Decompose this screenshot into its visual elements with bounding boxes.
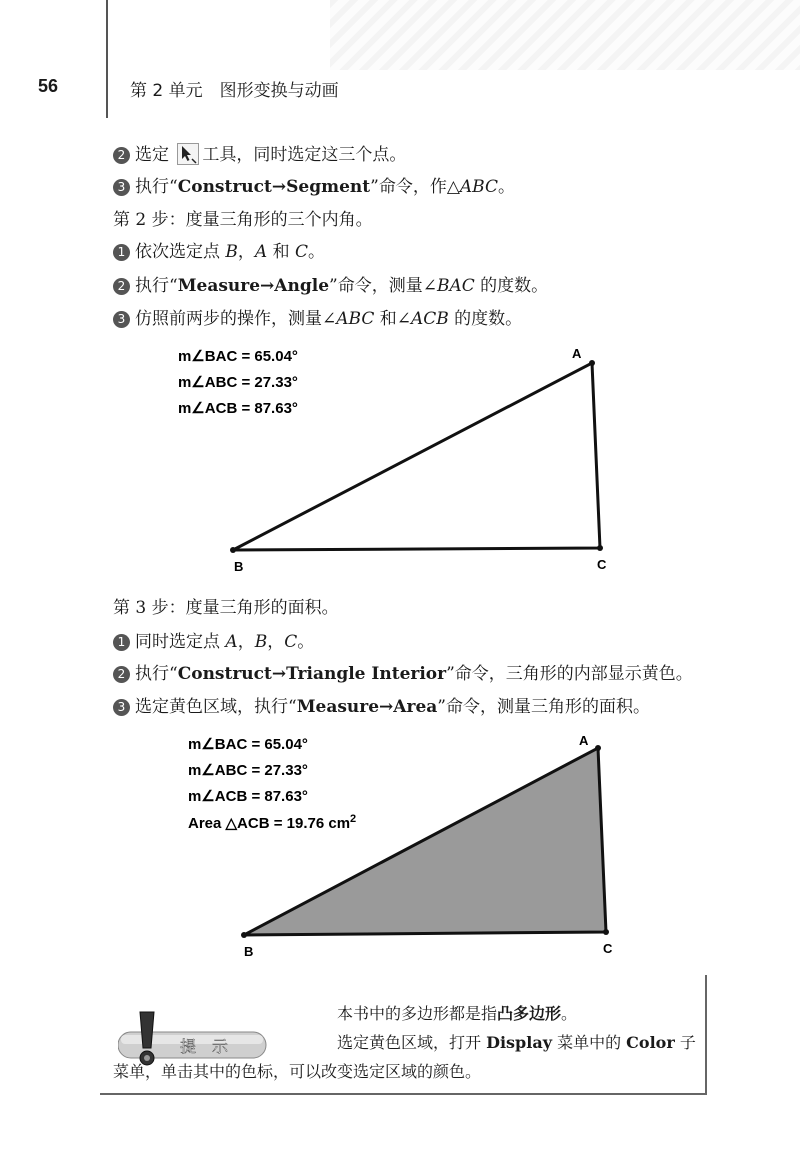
- measure-bac: m∠BAC = 65.04°: [178, 348, 298, 365]
- tip-box: [100, 975, 707, 1095]
- step-line-measure-area: 3 选定黄色区域，执行“Measure→Area”命令，测量三角形的面积。: [113, 692, 650, 717]
- step-number: 1: [113, 634, 130, 651]
- step-line-construct-segment: 3 执行“Construct→Segment”命令，作△ABC。: [113, 172, 515, 197]
- page-number: 56: [38, 76, 59, 96]
- tip-line-2: 选定黄色区域，打开 Display 菜单中的 Color 子: [337, 1033, 696, 1052]
- step-heading-2: 第 2 步：度量三角形的三个内角。: [113, 210, 373, 230]
- measure-abc: m∠ABC = 27.33°: [178, 374, 298, 391]
- step-number: 3: [113, 179, 130, 196]
- label-b: B: [244, 944, 254, 959]
- label-c: C: [603, 941, 613, 956]
- measure-acb: m∠ACB = 87.63°: [178, 400, 298, 417]
- step-heading-3: 第 3 步：度量三角形的面积。: [113, 598, 339, 618]
- step-number: 1: [113, 244, 130, 261]
- step-number: 2: [113, 278, 130, 295]
- menu-command: Measure→Area: [296, 697, 438, 717]
- tip-title: 提 示: [180, 1037, 229, 1056]
- label-a: A: [579, 733, 589, 748]
- unit-title: 第 2 单元 图形变换与动画: [130, 81, 339, 101]
- label-b: B: [234, 559, 244, 574]
- step-line-triangle-interior: 2 执行“Construct→Triangle Interior”命令，三角形的内部显示黄色。: [113, 659, 693, 684]
- step-number: 3: [113, 699, 130, 716]
- label-a: A: [572, 346, 582, 361]
- step-line-measure-others: 3 仿照前两步的操作，测量∠ABC 和∠ACB 的度数。: [113, 304, 522, 329]
- menu-command: Construct→Triangle Interior: [177, 664, 447, 684]
- step-number: 3: [113, 311, 130, 328]
- step-line-select-tool: 2 选定 工具，同时选定这三个点。: [113, 140, 406, 165]
- tip-line-1: 本书中的多边形都是指凸多边形。: [337, 1004, 578, 1023]
- tip-line-3: 菜单，单击其中的色标，可以改变选定区域的颜色。: [113, 1062, 482, 1081]
- label-c: C: [597, 557, 607, 572]
- step-line-select-points: 1 依次选定点 B，A 和 C。: [113, 237, 325, 262]
- measure-acb: m∠ACB = 87.63°: [188, 788, 308, 805]
- exclamation-icon: [140, 1012, 154, 1065]
- step-number: 2: [113, 666, 130, 683]
- vertex-c: [603, 929, 609, 935]
- tip-emphasis: 凸多边形: [497, 1004, 562, 1023]
- step-line-select-all-points: 1 同时选定点 A，B，C。: [113, 627, 314, 652]
- measure-bac: m∠BAC = 65.04°: [188, 736, 308, 753]
- vertex-b: [241, 932, 247, 938]
- menu-command: Construct→Segment: [177, 177, 371, 197]
- menu-command: Measure→Angle: [177, 276, 330, 296]
- vertex-a: [595, 745, 601, 751]
- measure-abc: m∠ABC = 27.33°: [188, 762, 308, 779]
- area-measure: Area △ACB = 19.76 $cm^2$: [188, 813, 357, 832]
- step-number: 2: [113, 147, 130, 164]
- step-line-measure-angle: 2 执行“Measure→Angle”命令，测量∠BAC 的度数。: [113, 271, 548, 296]
